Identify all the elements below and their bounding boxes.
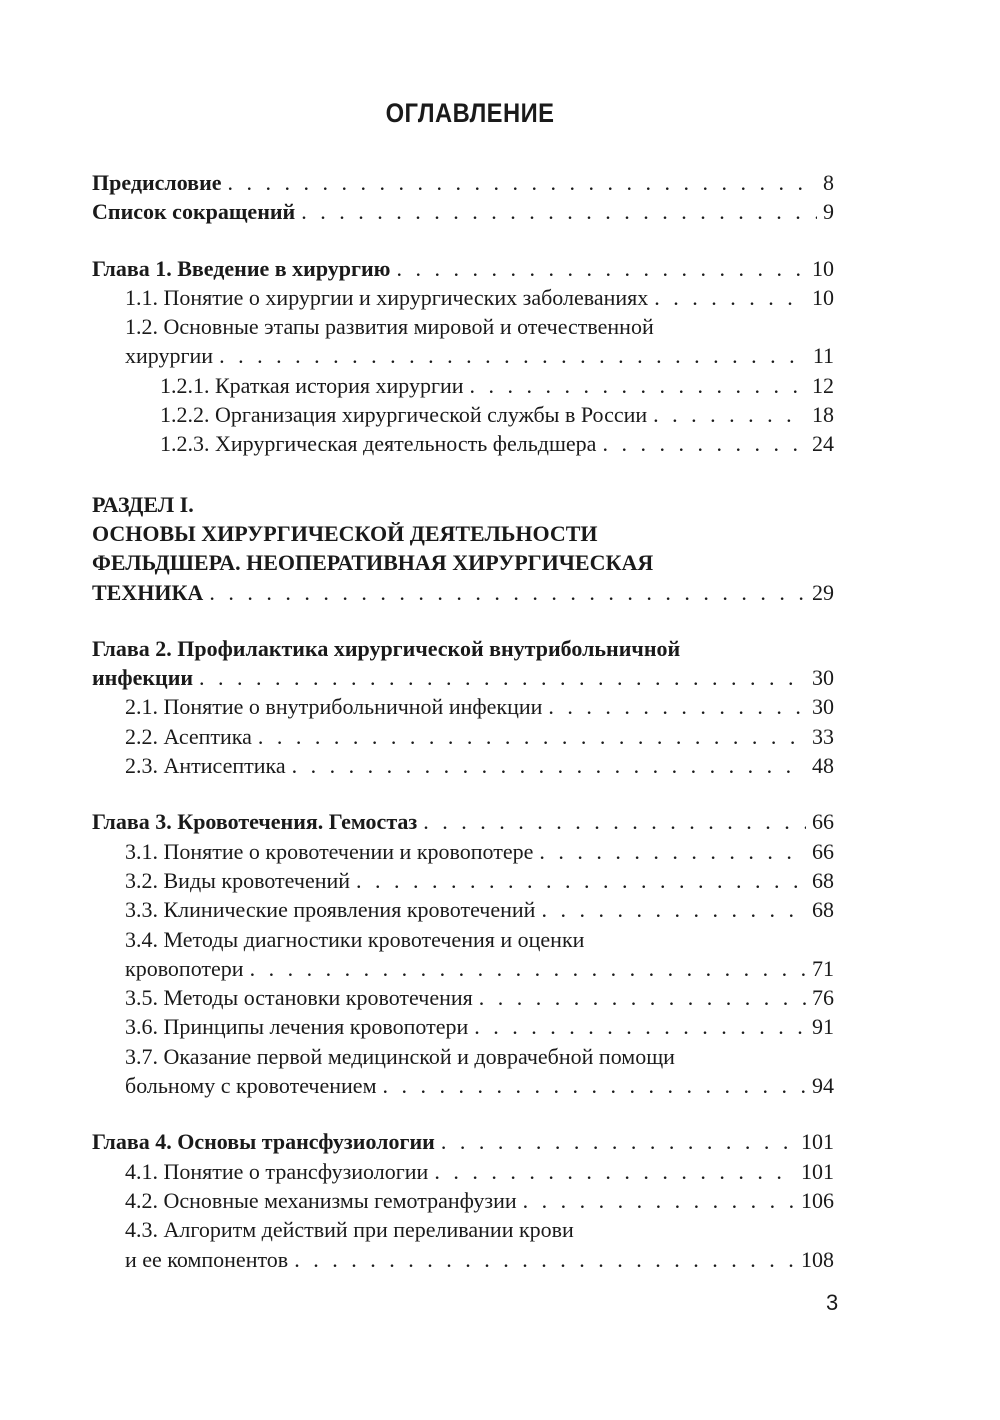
- page-title: ОГЛАВЛЕНИЕ: [385, 98, 555, 128]
- entry-page: 11: [812, 343, 834, 369]
- toc-entry-3-7-line1[interactable]: [92, 1042, 834, 1071]
- toc-entry-3-1[interactable]: [92, 837, 834, 866]
- toc-entry-2-3[interactable]: [92, 751, 834, 780]
- entry-title: 3.7. Оказание первой медицинской и доврачебной помощи: [125, 1043, 675, 1069]
- leader-dots: [548, 692, 806, 721]
- entry-title: 3.3. Клинические проявления кровотечений: [125, 897, 536, 923]
- leader-dots: [541, 895, 806, 924]
- entry-page: 33: [812, 723, 834, 749]
- entry-title: Глава 3. Кровотечения. Гемостаз: [92, 809, 418, 835]
- entry-title: Глава 4. Основы трансфузиологии: [92, 1129, 435, 1155]
- entry-page: 10: [812, 284, 834, 310]
- entry-title: РАЗДЕЛ I.: [92, 491, 194, 517]
- toc-part-1-label[interactable]: [92, 490, 834, 519]
- entry-page: 24: [812, 431, 834, 457]
- entry-title: 1.1. Понятие о хирургии и хирургических заболеваниях: [125, 284, 649, 310]
- entry-title: 4.3. Алгоритм действий при переливании крови: [125, 1217, 574, 1243]
- toc-entry-1-2-3[interactable]: [92, 429, 834, 458]
- entry-title: больному с кровотечением: [125, 1073, 377, 1099]
- entry-title: 3.1. Понятие о кровотечении и кровопотере: [125, 838, 534, 864]
- toc-entry-4-2[interactable]: [92, 1186, 834, 1215]
- entry-page: 101: [801, 1129, 834, 1155]
- toc-entry-chapter-1[interactable]: [92, 254, 834, 283]
- entry-page: 76: [812, 985, 834, 1011]
- entry-page: 48: [812, 753, 834, 779]
- table-of-contents: [92, 168, 834, 1274]
- toc-entry-2-1[interactable]: [92, 692, 834, 721]
- toc-entry-preface[interactable]: [92, 168, 834, 197]
- entry-title: 4.2. Основные механизмы гемотранфузии: [125, 1187, 517, 1213]
- entry-page: 30: [812, 665, 834, 691]
- entry-title: 2.3. Антисептика: [125, 753, 286, 779]
- entry-page: 66: [812, 809, 834, 835]
- toc-part-1[interactable]: [92, 578, 834, 607]
- toc-entry-3-4[interactable]: [92, 954, 834, 983]
- entry-page: 91: [812, 1014, 834, 1040]
- leader-dots: [199, 663, 806, 692]
- toc-part-1-line2[interactable]: [92, 519, 834, 548]
- toc-entry-abbreviations[interactable]: [92, 197, 834, 226]
- entry-title: Глава 1. Введение в хирургию: [92, 255, 391, 281]
- entry-page: 9: [823, 199, 834, 225]
- entry-title: Предисловие: [92, 170, 222, 195]
- leader-dots: [209, 578, 806, 607]
- toc-entry-3-4-line1[interactable]: [92, 925, 834, 954]
- entry-title: кровопотери: [125, 955, 244, 981]
- toc-entry-chapter-2[interactable]: [92, 663, 834, 692]
- leader-dots: [383, 1071, 807, 1100]
- leader-dots: [654, 283, 806, 312]
- leader-dots: [294, 1245, 795, 1274]
- toc-part-1-line3[interactable]: [92, 548, 834, 577]
- entry-title: 3.4. Методы диагностики кровотечения и оценки: [125, 926, 585, 952]
- entry-title: 3.2. Виды кровотечений: [125, 867, 351, 893]
- leader-dots: [301, 197, 817, 226]
- toc-entry-3-7[interactable]: [92, 1071, 834, 1100]
- entry-page: 101: [801, 1158, 834, 1184]
- leader-dots: [397, 254, 807, 283]
- entry-page: 18: [812, 402, 834, 428]
- entry-page: 106: [801, 1187, 834, 1213]
- entry-title: 1.2.2. Организация хирургической службы в России: [160, 402, 648, 428]
- entry-page: 68: [812, 897, 834, 923]
- leader-dots: [602, 429, 806, 458]
- entry-title: 2.1. Понятие о внутрибольничной инфекции: [125, 694, 543, 720]
- toc-entry-4-1[interactable]: [92, 1157, 834, 1186]
- leader-dots: [441, 1127, 795, 1156]
- entry-title: 2.2. Асептика: [125, 723, 252, 749]
- toc-entry-3-5[interactable]: [92, 983, 834, 1012]
- entry-title: 1.2.1. Краткая история хирургии: [160, 372, 464, 398]
- entry-page: 30: [812, 694, 834, 720]
- leader-dots: [250, 954, 806, 983]
- entry-page: 66: [812, 838, 834, 864]
- toc-entry-3-2[interactable]: [92, 866, 834, 895]
- entry-title: ФЕЛЬДШЕРА. НЕОПЕРАТИВНАЯ ХИРУРГИЧЕСКАЯ: [92, 550, 654, 576]
- entry-title: хирургии: [125, 343, 214, 369]
- toc-entry-1-2[interactable]: [92, 341, 834, 370]
- leader-dots: [539, 837, 806, 866]
- leader-dots: [653, 400, 806, 429]
- leader-dots: [228, 168, 817, 197]
- entry-page: 108: [801, 1246, 834, 1272]
- entry-page: 29: [812, 579, 834, 605]
- page-number: 3: [826, 1290, 839, 1315]
- entry-page: 94: [812, 1073, 834, 1099]
- leader-dots: [258, 722, 806, 751]
- entry-page: 71: [812, 955, 834, 981]
- leader-dots: [470, 371, 806, 400]
- entry-title: инфекции: [92, 665, 194, 691]
- leader-dots: [479, 983, 806, 1012]
- entry-title: ТЕХНИКА: [92, 579, 204, 605]
- leader-dots: [423, 807, 806, 836]
- leader-dots: [523, 1186, 795, 1215]
- entry-title: 3.5. Методы остановки кровотечения: [125, 985, 473, 1011]
- entry-title: 3.6. Принципы лечения кровопотери: [125, 1014, 469, 1040]
- toc-entry-chapter-4[interactable]: [92, 1127, 834, 1156]
- entry-title: 1.2.3. Хирургическая деятельность фельдшера: [160, 431, 597, 457]
- toc-entry-1-2-2[interactable]: [92, 400, 834, 429]
- leader-dots: [219, 341, 807, 370]
- toc-entry-2-2[interactable]: [92, 722, 834, 751]
- toc-entry-1-2-1[interactable]: [92, 371, 834, 400]
- entry-title: и ее компонентов: [125, 1246, 289, 1272]
- toc-entry-4-3[interactable]: [92, 1245, 834, 1274]
- leader-dots: [292, 751, 806, 780]
- leader-dots: [474, 1012, 806, 1041]
- entry-page: 68: [812, 867, 834, 893]
- toc-entry-chapter-2-line1[interactable]: [92, 634, 834, 663]
- entry-title: Глава 2. Профилактика хирургической внутрибольничной: [92, 635, 681, 661]
- toc-entry-1-2-line1[interactable]: [92, 312, 834, 341]
- entry-title: 1.2. Основные этапы развития мировой и отечественной: [125, 314, 654, 340]
- toc-entry-4-3-line1[interactable]: [92, 1215, 834, 1244]
- toc-entry-3-3[interactable]: [92, 895, 834, 924]
- entry-title: Список сокращений: [92, 199, 296, 225]
- entry-page: 12: [812, 372, 834, 398]
- entry-page: 10: [812, 255, 834, 281]
- leader-dots: [434, 1157, 795, 1186]
- entry-title: ОСНОВЫ ХИРУРГИЧЕСКОЙ ДЕЯТЕЛЬНОСТИ: [92, 520, 598, 546]
- toc-entry-3-6[interactable]: [92, 1012, 834, 1041]
- toc-entry-chapter-3[interactable]: [92, 807, 834, 836]
- toc-entry-1-1[interactable]: [92, 283, 834, 312]
- leader-dots: [356, 866, 806, 895]
- entry-page: 8: [823, 170, 834, 195]
- entry-title: 4.1. Понятие о трансфузиологии: [125, 1158, 429, 1184]
